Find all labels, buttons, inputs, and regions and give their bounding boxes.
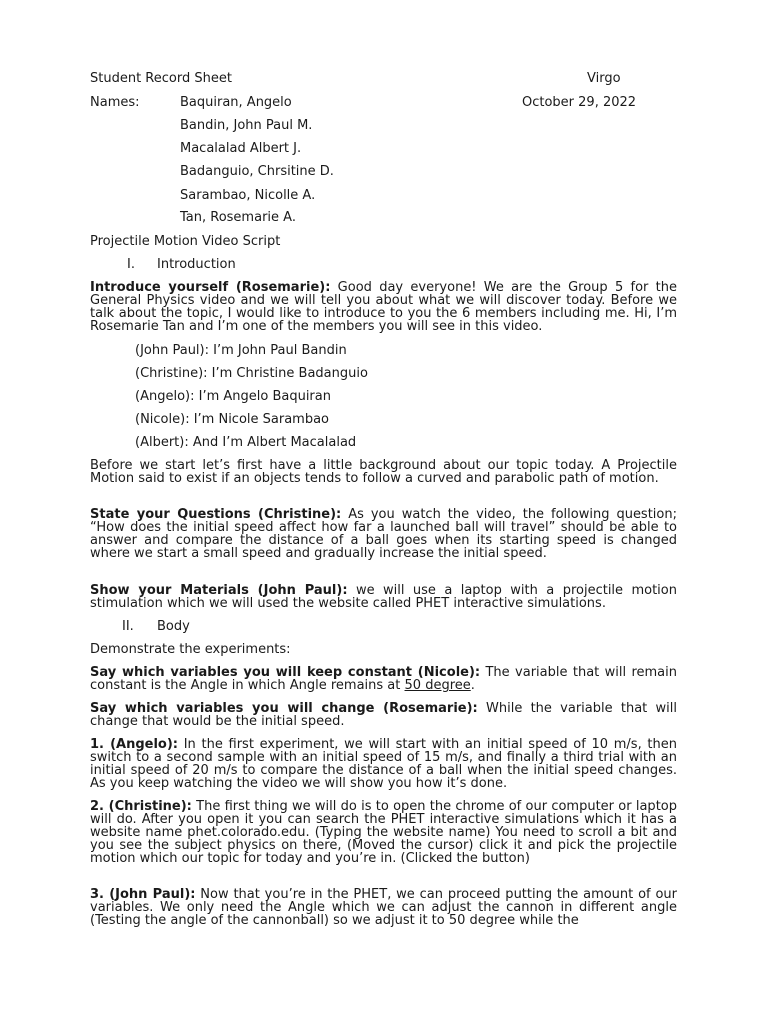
section-heading: Body <box>157 619 190 634</box>
speaker-label: 1. (Angelo): <box>90 737 178 752</box>
speaker-label: 2. (Christine): <box>90 799 192 814</box>
script-title: Projectile Motion Video Script <box>90 234 281 249</box>
member-name: Bandin, John Paul M. <box>180 118 313 133</box>
speaker-label: 3. (John Paul): <box>90 887 196 902</box>
step-1-paragraph: 1. (Angelo): In the first experiment, we will start with an initial speed of 10 m/s, then switch to a second sample with an initial speed of 15 m/s, and finally a third trial with an initial speed of 20 m/s to compare the distance of a ball when the initial speed changes. As you keep watching the video we will show you how it’s done. <box>90 737 677 791</box>
demonstrate-line: Demonstrate the experiments: <box>90 642 291 657</box>
constant-paragraph: Say which variables you will keep constant (Nicole): The variable that will remain constant is the Angle in which Angle remains at 50 degree. <box>90 665 677 693</box>
record-sheet-title: Student Record Sheet <box>90 71 232 86</box>
speaker-label: Introduce yourself (Rosemarie): <box>90 280 331 295</box>
speaker-label: Show your Materials (John Paul): <box>90 583 348 598</box>
intro-paragraph: Introduce yourself (Rosemarie): Good day everyone! We are the Group 5 for the General Physics video and we will tell you about what we will discover today. Before we talk about the topic, I would like to introduce to you the 6 members including me. Hi, I’m Rosemarie Tan and I’m one of the members you will see in this video. <box>90 280 677 334</box>
intro-line: (Christine): I’m Christine Badanguio <box>135 366 368 381</box>
materials-paragraph: Show your Materials (John Paul): we will use a laptop with a projectile motion stimulation which we will used the website called PHET interactive simulations. <box>90 583 677 611</box>
questions-paragraph: State your Questions (Christine): As you watch the video, the following question; “How does the initial speed affect how far a launched ball will travel” should be able to answer and compare the distance of a ball goes when its starting speed is changed where we start a small speed and gradually increase the initial speed. <box>90 507 677 561</box>
section-numeral: II. <box>122 619 134 634</box>
change-paragraph: Say which variables you will change (Rosemarie): While the variable that will change that would be the initial speed. <box>90 701 678 729</box>
step-3-paragraph: 3. (John Paul): Now that you’re in the PHET, we can proceed putting the amount of our variables. We only need the Angle which we can adjust the cannon in different angle (Testing the angle of the cannonball) so we adjust it to 50 degree while the <box>90 887 677 928</box>
speaker-label: Say which variables you will keep constant (Nicole): <box>90 665 481 680</box>
underlined-value: 50 degree <box>404 678 471 693</box>
date: October 29, 2022 <box>522 95 637 110</box>
speaker-label: State your Questions (Christine): <box>90 507 342 522</box>
section-name: Virgo <box>587 71 621 86</box>
step-2-paragraph: 2. (Christine): The first thing we will do is to open the chrome of our computer or laptop will do. After you open it you can search the PHET interactive simulations which it has a website name phet.colorado.edu. (Typing the website name) You need to scroll a bit and you see the subject physics on there, (Moved the cursor) click it and pick the projectile motion which our topic for today and you’re in. (Clicked the button) <box>90 799 677 866</box>
speaker-label: Say which variables you will change (Rosemarie): <box>90 701 478 716</box>
member-name: Sarambao, Nicolle A. <box>180 188 316 203</box>
member-name: Tan, Rosemarie A. <box>180 210 296 225</box>
section-numeral: I. <box>127 257 135 272</box>
member-name: Macalalad Albert J. <box>180 141 302 156</box>
intro-line: (Angelo): I’m Angelo Baquiran <box>135 389 331 404</box>
names-label: Names: <box>90 95 140 110</box>
member-name: Baquiran, Angelo <box>180 95 292 110</box>
member-name: Badanguio, Chrsitine D. <box>180 164 334 179</box>
intro-line: (John Paul): I’m John Paul Bandin <box>135 343 347 358</box>
background-paragraph: Before we start let’s first have a little background about our topic today. A Projectile Motion said to exist if an objects tends to follow a curved and parabolic path of motion. <box>90 458 677 486</box>
intro-line: (Albert): And I’m Albert Macalalad <box>135 435 357 450</box>
intro-line: (Nicole): I’m Nicole Sarambao <box>135 412 330 427</box>
section-heading: Introduction <box>157 257 236 272</box>
